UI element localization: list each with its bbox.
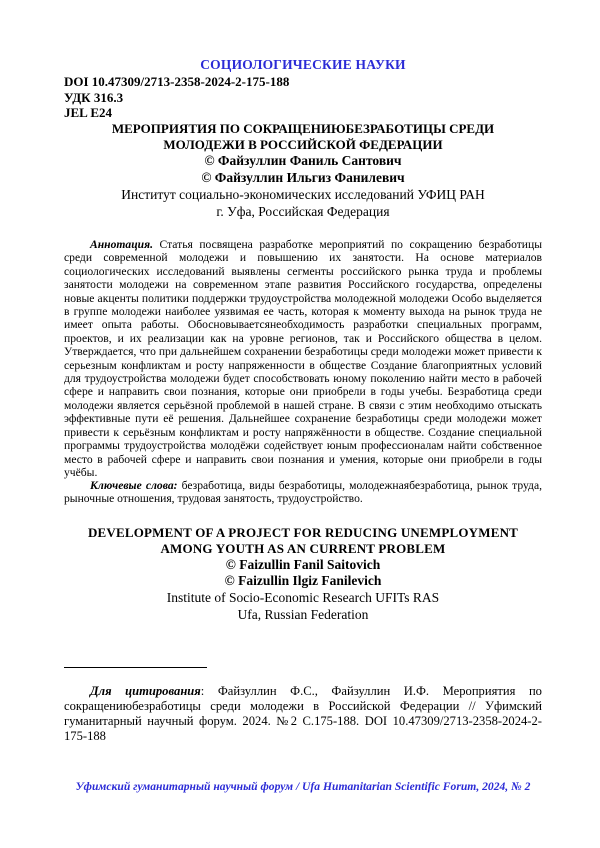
ru-title-line-1: МЕРОПРИЯТИЯ ПО СОКРАЩЕНИЮБЕЗРАБОТИЦЫ СРЕДИ — [111, 121, 495, 136]
ru-author-1: © Файзуллин Фаниль Сантович — [204, 153, 402, 168]
en-author-2: © Faizullin Ilgiz Fanilevich — [224, 573, 382, 588]
keywords-label: Ключевые слова: — [90, 479, 178, 492]
en-author-1: © Faizullin Fanil Saitovich — [225, 557, 381, 572]
en-title-line-1: DEVELOPMENT OF A PROJECT FOR REDUCING UNEMPLOYMENT — [87, 525, 519, 540]
jel-code: JEL E24 — [64, 105, 113, 120]
abstract-label: Аннотация. — [90, 238, 153, 251]
section-heading: СОЦИОЛОГИЧЕСКИЕ НАУКИ — [200, 57, 406, 72]
ru-affiliation-institute: Институт социально-экономических исследований УФИЦ РАН — [121, 187, 485, 202]
en-affiliation-institute: Institute of Socio-Economic Research UFITs RAS — [166, 590, 440, 605]
ru-affiliation-city: г. Уфа, Российская Федерация — [216, 204, 390, 219]
doi: DOI 10.47309/2713-2358-2024-2-175-188 — [64, 74, 290, 89]
citation-text: : Файзуллин Ф.С., Файзуллин И.Ф. Мероприятия по сокращениюбезработицы среди молодежи в Российской Федерации // Уфимский гуманитарный научный форум. 2024. №2 С.175-188. DOI 10.47309/2713-2358-2024-2-175-188 — [64, 684, 542, 743]
abstract-text: Статья посвящена разработке мероприятий по сокращению безработицы среди современной молодежи и повышению их занятости. На основе материалов социологических исследований выявлены сегменты российского рынка труда и проблемы занятости молодежи на современном этапе развития Российского государства, определены новые акценты политики поддержки трудоустройства молодежной молодежи Особо выделяется в группе молодежи наиболее уязвимая ее часть, которая к моменту выхода на рынок труда не имеет опыта работы. Обосновываетсянеобходимость разработки специальных программ, проектов, и их реализации как на уровне регионов, так и Российского общества в целом. Утверждается, что при дальнейшем сохранении безработицы среди молодежи может привести к серьезным конфликтам и росту напряженности в обществе Создание благоприятных условий для трудоустройства молодежи будет способствовать юному поколению найти место в рабочей сфере и направить свои познания, которые они приобрели в годы учебы. Безработица среди молодежи является серьёзной проблемой в нашей стране. В связи с этим необходимо отыскать эффективные пути её решения. Дальнейшее сохранение безработицы среди молодежи может привести к серьёзным конфликтам и росту напряжённости в обществе. Создание специальной программы трудоустройства молодёжи содействует юным профессионалам найти собственное место в рабочей сфере и направить свои познания и умения, которые они приобрели в годы учёбы. — [64, 238, 542, 479]
abstract — [64, 238, 542, 479]
keywords — [64, 479, 542, 506]
udk: УДК 316.3 — [64, 90, 124, 105]
keywords-text: безработица, виды безработицы, молодежнаябезработица, рынок труда, рыночные отношения, трудовая занятость, трудоустройство. — [64, 479, 542, 506]
en-affiliation-city: Ufa, Russian Federation — [237, 607, 369, 622]
citation-label: Для цитирования — [90, 684, 201, 698]
journal-footer: Уфимский гуманитарный научный форум / Ufa Humanitarian Scientific Forum, 2024, № 2 — [75, 780, 531, 793]
en-title-line-2: AMONG YOUTH AS AN CURRENT PROBLEM — [160, 541, 446, 556]
ru-author-2: © Файзуллин Ильгиз Фанилевич — [201, 170, 405, 185]
citation — [64, 684, 542, 744]
ru-title-line-2: МОЛОДЕЖИ В РОССИЙСКОЙ ФЕДЕРАЦИИ — [163, 137, 443, 152]
footnote-divider — [64, 667, 207, 668]
